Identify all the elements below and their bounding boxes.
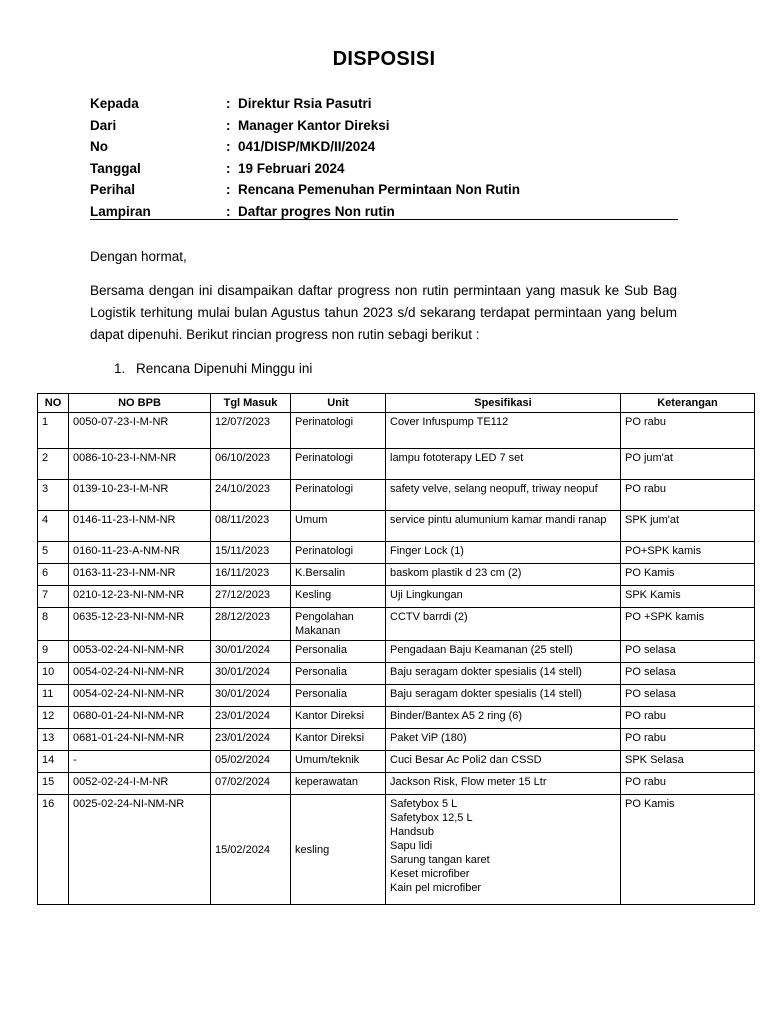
row-bpb: 0681-01-24-NI-NM-NR	[69, 729, 211, 751]
row-spesifikasi: Baju seragam dokter spesialis (14 stell)	[386, 685, 621, 707]
row-unit: Kantor Direksi	[291, 707, 386, 729]
column-header: NO	[38, 394, 69, 413]
row-unit: Kantor Direksi	[291, 729, 386, 751]
document-title: DISPOSISI	[332, 48, 436, 70]
row-tgl-masuk: 23/01/2024	[211, 729, 291, 751]
row-unit: Personalia	[291, 685, 386, 707]
table-row	[38, 685, 755, 707]
row-keterangan: PO +SPK kamis	[621, 608, 755, 641]
row-no: 16	[38, 795, 69, 905]
header-colon: :	[226, 160, 231, 176]
row-spesifikasi: baskom plastik d 23 cm (2)	[386, 564, 621, 586]
row-no: 15	[38, 773, 69, 795]
header-label: Kepada	[90, 96, 139, 111]
row-bpb: 0052-02-24-I-M-NR	[69, 773, 211, 795]
disposition-header	[90, 93, 678, 223]
row-tgl-masuk: 15/11/2023	[211, 542, 291, 564]
progress-table	[37, 393, 755, 905]
column-header: Tgl Masuk	[211, 394, 291, 413]
row-no: 7	[38, 586, 69, 608]
table-header-row	[38, 394, 755, 413]
table-row	[38, 795, 755, 905]
greeting: Dengan hormat,	[90, 249, 187, 264]
row-no: 10	[38, 663, 69, 685]
row-keterangan: PO selasa	[621, 641, 755, 663]
row-tgl-masuk: 24/10/2023	[211, 480, 291, 511]
table-row	[38, 480, 755, 511]
row-spesifikasi: CCTV barrdi (2)	[386, 608, 621, 641]
row-keterangan: SPK Kamis	[621, 586, 755, 608]
row-tgl-masuk: 16/11/2023	[211, 564, 291, 586]
row-keterangan: PO selasa	[621, 663, 755, 685]
row-keterangan: PO rabu	[621, 413, 755, 449]
column-header: Keterangan	[621, 394, 755, 413]
row-tgl-masuk: 15/02/2024	[211, 795, 291, 905]
row-tgl-masuk: 27/12/2023	[211, 586, 291, 608]
row-unit: K.Bersalin	[291, 564, 386, 586]
row-no: 5	[38, 542, 69, 564]
header-value: Rencana Pemenuhan Permintaan Non Rutin	[238, 182, 521, 198]
row-spesifikasi: Jackson Risk, Flow meter 15 Ltr	[386, 773, 621, 795]
row-bpb: 0210-12-23-NI-NM-NR	[69, 586, 211, 608]
row-no: 1	[38, 413, 69, 449]
row-unit: Kesling	[291, 586, 386, 608]
row-bpb: 0635-12-23-NI-NM-NR	[69, 608, 211, 641]
row-bpb: 0053-02-24-NI-NM-NR	[69, 641, 211, 663]
table-row	[38, 663, 755, 685]
row-no: 14	[38, 751, 69, 773]
row-tgl-masuk: 12/07/2023	[211, 413, 291, 449]
row-bpb: 0680-01-24-NI-NM-NR	[69, 707, 211, 729]
header-colon: :	[226, 96, 231, 111]
list-item	[114, 358, 312, 380]
row-bpb: 0146-11-23-I-NM-NR	[69, 511, 211, 542]
row-keterangan: PO Kamis	[621, 795, 755, 905]
header-label: Lampiran	[90, 203, 151, 219]
table-row	[38, 449, 755, 480]
row-keterangan: PO rabu	[621, 729, 755, 751]
row-bpb: 0139-10-23-I-M-NR	[69, 480, 211, 511]
row-spesifikasi: service pintu alumunium kamar mandi ranap	[386, 511, 621, 542]
row-no: 2	[38, 449, 69, 480]
row-unit: Perinatologi	[291, 449, 386, 480]
row-keterangan: PO+SPK kamis	[621, 542, 755, 564]
row-no: 9	[38, 641, 69, 663]
header-label: No	[90, 139, 108, 155]
table-row	[38, 707, 755, 729]
row-bpb: -	[69, 751, 211, 773]
header-value: 19 Februari 2024	[238, 160, 345, 176]
table-row	[38, 586, 755, 608]
row-bpb: 0025-02-24-NI-NM-NR	[69, 795, 211, 905]
table-row	[38, 729, 755, 751]
row-bpb: 0050-07-23-I-M-NR	[69, 413, 211, 449]
header-colon: :	[226, 182, 231, 198]
row-tgl-masuk: 30/01/2024	[211, 641, 291, 663]
row-tgl-masuk: 06/10/2023	[211, 449, 291, 480]
row-spesifikasi: Finger Lock (1)	[386, 542, 621, 564]
row-bpb: 0054-02-24-NI-NM-NR	[69, 685, 211, 707]
row-spesifikasi: Cuci Besar Ac Poli2 dan CSSD	[386, 751, 621, 773]
row-spesifikasi: Safetybox 5 L Safetybox 12,5 L Handsub Sapu lidi Sarung tangan karet Keset microfiber Kain pel microfiber	[386, 795, 621, 905]
row-keterangan: SPK Selasa	[621, 751, 755, 773]
table-row	[38, 608, 755, 641]
row-bpb: 0086-10-23-I-NM-NR	[69, 449, 211, 480]
row-tgl-masuk: 28/12/2023	[211, 608, 291, 641]
header-colon: :	[226, 203, 231, 219]
row-keterangan: SPK jum'at	[621, 511, 755, 542]
table-row	[38, 773, 755, 795]
table-body	[38, 413, 755, 905]
row-unit: Personalia	[291, 641, 386, 663]
header-row-kepada	[90, 93, 678, 115]
row-spesifikasi: Uji Lingkungan	[386, 586, 621, 608]
row-no: 13	[38, 729, 69, 751]
row-unit: Umum/teknik	[291, 751, 386, 773]
table-row	[38, 564, 755, 586]
row-spesifikasi: Cover Infuspump TE112	[386, 413, 621, 449]
row-bpb: 0163-11-23-I-NM-NR	[69, 564, 211, 586]
list-number: 1.	[114, 361, 126, 376]
row-keterangan: PO Kamis	[621, 564, 755, 586]
row-tgl-masuk: 08/11/2023	[211, 511, 291, 542]
row-unit: Perinatologi	[291, 413, 386, 449]
header-row-tanggal	[90, 158, 678, 180]
table-row	[38, 542, 755, 564]
row-tgl-masuk: 05/02/2024	[211, 751, 291, 773]
header-row-perihal	[90, 179, 678, 201]
table-row	[38, 413, 755, 449]
row-spesifikasi: Binder/Bantex A5 2 ring (6)	[386, 707, 621, 729]
row-tgl-masuk: 30/01/2024	[211, 663, 291, 685]
row-unit: Perinatologi	[291, 480, 386, 511]
list-text: Rencana Dipenuhi Minggu ini	[136, 361, 313, 376]
header-label: Tanggal	[90, 160, 141, 176]
row-tgl-masuk: 23/01/2024	[211, 707, 291, 729]
row-keterangan: PO rabu	[621, 707, 755, 729]
column-header: NO BPB	[69, 394, 211, 413]
row-no: 6	[38, 564, 69, 586]
header-label: Perihal	[90, 182, 136, 198]
row-spesifikasi: lampu fototerapy LED 7 set	[386, 449, 621, 480]
row-no: 3	[38, 480, 69, 511]
row-spesifikasi: Paket ViP (180)	[386, 729, 621, 751]
row-spesifikasi: Pengadaan Baju Keamanan (25 stell)	[386, 641, 621, 663]
header-divider	[90, 219, 678, 220]
header-row-dari	[90, 115, 678, 137]
row-no: 8	[38, 608, 69, 641]
row-keterangan: PO selasa	[621, 685, 755, 707]
row-bpb: 0054-02-24-NI-NM-NR	[69, 663, 211, 685]
header-value: Daftar progres Non rutin	[238, 203, 395, 219]
column-header: Unit	[291, 394, 386, 413]
row-unit: Umum	[291, 511, 386, 542]
row-unit: keperawatan	[291, 773, 386, 795]
column-header: Spesifikasi	[386, 394, 621, 413]
row-keterangan: PO rabu	[621, 480, 755, 511]
row-no: 11	[38, 685, 69, 707]
header-label: Dari	[90, 117, 117, 133]
table-row	[38, 641, 755, 663]
row-keterangan: PO rabu	[621, 773, 755, 795]
row-spesifikasi: safety velve, selang neopuff, triway neopuf	[386, 480, 621, 511]
header-value: 041/DISP/MKD/II/2024	[238, 139, 376, 155]
header-colon: :	[226, 117, 231, 133]
row-bpb: 0160-11-23-A-NM-NR	[69, 542, 211, 564]
header-colon: :	[226, 139, 231, 155]
header-value: Direktur Rsia Pasutri	[238, 96, 372, 111]
table-row	[38, 511, 755, 542]
body-paragraph: Bersama dengan ini disampaikan daftar progress non rutin permintaan yang masuk ke Sub Bag Logistik terhitung mulai bulan Agustus tahun 2023 s/d sekarang terdapat permintaan yang belum dapat dipenuhi. Berikut rincian progress non rutin sebagi berikut :	[90, 283, 677, 342]
table-row	[38, 751, 755, 773]
row-no: 4	[38, 511, 69, 542]
row-no: 12	[38, 707, 69, 729]
row-tgl-masuk: 30/01/2024	[211, 685, 291, 707]
row-tgl-masuk: 07/02/2024	[211, 773, 291, 795]
header-value: Manager Kantor Direksi	[238, 117, 390, 133]
row-spesifikasi: Baju seragam dokter spesialis (14 stell)	[386, 663, 621, 685]
row-keterangan: PO jum'at	[621, 449, 755, 480]
row-unit: Personalia	[291, 663, 386, 685]
row-unit: kesling	[291, 795, 386, 905]
row-unit: Pengolahan Makanan	[291, 608, 386, 641]
row-unit: Perinatologi	[291, 542, 386, 564]
header-row-no	[90, 136, 678, 158]
